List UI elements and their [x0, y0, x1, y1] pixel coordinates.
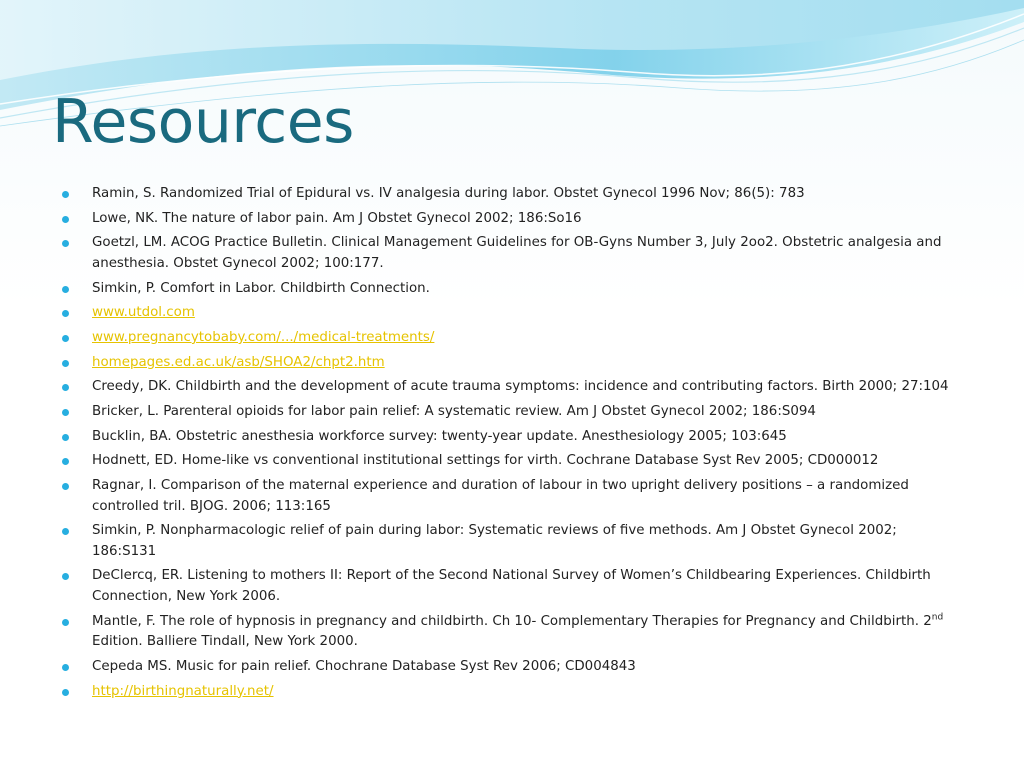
reference-item [62, 402, 962, 423]
reference-link[interactable]: http://birthingnaturally.net/ [92, 683, 274, 699]
bullet-icon [62, 619, 69, 626]
reference-item [62, 612, 962, 653]
reference-item [62, 184, 962, 205]
reference-text: Ramin, S. Randomized Trial of Epidural vs. IV analgesia during labor. Obstet Gynecol 1996 Nov; 86(5): 783 [92, 186, 805, 201]
reference-item[interactable] [62, 328, 962, 349]
reference-text: Mantle, F. The role of hypnosis in pregnancy and childbirth. Ch 10- Complementary Therapies for Pregnancy and Childbirth. 2 [92, 613, 932, 629]
reference-text: Lowe, NK. The nature of labor pain. Am J Obstet Gynecol 2002; 186:So16 [92, 210, 582, 226]
bullet-icon [62, 240, 69, 247]
reference-item [62, 521, 962, 562]
bullet-icon [62, 286, 69, 293]
reference-item[interactable] [62, 682, 962, 703]
reference-text: Creedy, DK. Childbirth and the development of acute trauma symptoms: incidence and contributing factors. Birth 2000; 27:104 [92, 379, 949, 395]
reference-item [62, 657, 962, 678]
page-title: Resources [52, 87, 354, 157]
reference-item[interactable] [62, 303, 962, 324]
reference-text: Bucklin, BA. Obstetric anesthesia workforce survey: twenty-year update. Anesthesiology 2005; 103:645 [92, 428, 787, 444]
bullet-icon [62, 483, 69, 490]
reference-link[interactable]: www.utdol.com [92, 305, 195, 321]
reference-item [62, 233, 962, 274]
bullet-icon [62, 335, 69, 342]
reference-list [62, 184, 962, 706]
reference-text: DeClercq, ER. Listening to mothers II: Report of the Second National Survey of Women’s Childbearing Experiences. Childbirth Connection, New York 2006. [92, 568, 931, 604]
reference-link[interactable]: www.pregnancytobaby.com/.../medical-treatments/ [92, 329, 435, 345]
reference-text-continued: Edition. Balliere Tindall, New York 2000. [92, 634, 358, 650]
reference-item [62, 427, 962, 448]
bullet-icon [62, 689, 69, 696]
bullet-icon [62, 434, 69, 441]
bullet-icon [62, 360, 69, 367]
reference-text: Cepeda MS. Music for pain relief. Chochrane Database Syst Rev 2006; CD004843 [92, 658, 636, 674]
reference-text: Ragnar, I. Comparison of the maternal experience and duration of labour in two upright delivery positions – a randomized controlled tril. BJOG. 2006; 113:165 [92, 478, 909, 514]
reference-item [62, 209, 962, 230]
reference-item [62, 279, 962, 300]
reference-text: Hodnett, ED. Home-like vs conventional institutional settings for virth. Cochrane Database Syst Rev 2005; CD000012 [92, 453, 879, 469]
bullet-icon [62, 409, 69, 416]
reference-text: Goetzl, LM. ACOG Practice Bulletin. Clinical Management Guidelines for OB-Gyns Number 3, July 2oo2. Obstetric analgesia and anesthesia. Obstet Gynecol 2002; 100:177. [92, 235, 942, 271]
reference-item [62, 451, 962, 472]
bullet-icon [62, 191, 69, 198]
reference-item [62, 476, 962, 517]
bullet-icon [62, 528, 69, 535]
reference-text: Simkin, P. Nonpharmacologic relief of pain during labor: Systematic reviews of five methods. Am J Obstet Gynecol 2002; 186:S131 [92, 523, 897, 559]
bullet-icon [62, 573, 69, 580]
reference-superscript: nd [931, 612, 944, 623]
reference-text: Bricker, L. Parenteral opioids for labor pain relief: A systematic review. Am J Obstet Gynecol 2002; 186:S094 [92, 404, 816, 419]
bullet-icon [62, 664, 69, 671]
reference-item[interactable] [62, 353, 962, 374]
reference-item [62, 566, 962, 607]
reference-link[interactable]: homepages.ed.ac.uk/asb/SHOA2/chpt2.htm [92, 354, 385, 370]
bullet-icon [62, 458, 69, 465]
reference-text: Simkin, P. Comfort in Labor. Childbirth Connection. [92, 280, 430, 296]
bullet-icon [62, 216, 69, 223]
reference-item [62, 377, 962, 398]
bullet-icon [62, 384, 69, 391]
bullet-icon [62, 310, 69, 317]
